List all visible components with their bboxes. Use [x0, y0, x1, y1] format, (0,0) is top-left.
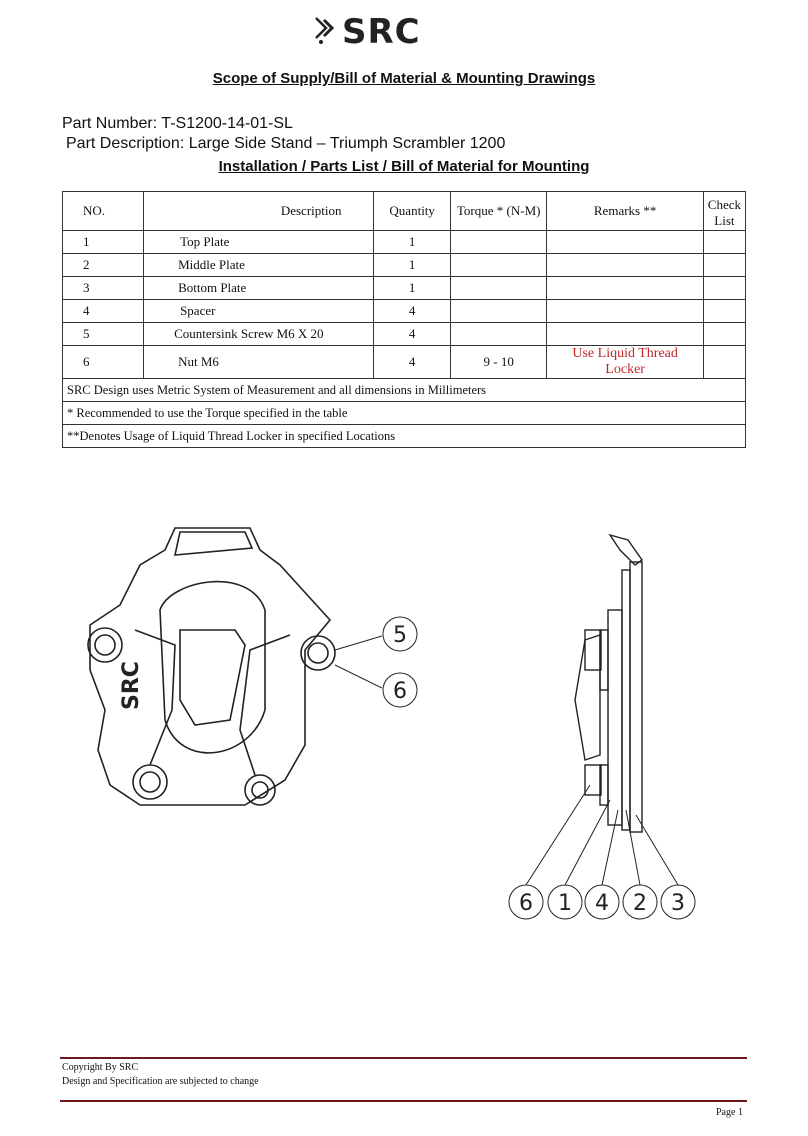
row-description: Bottom Plate	[144, 277, 374, 300]
page-number: Page 1	[716, 1107, 743, 1118]
bom-table	[62, 191, 746, 448]
row-remarks	[547, 300, 703, 323]
logo-dot	[319, 40, 323, 44]
plate-logo-text: SRC	[119, 661, 144, 710]
table-row	[63, 300, 746, 323]
side-top-plate	[608, 610, 622, 825]
row-torque	[450, 254, 547, 277]
row-no: 3	[63, 277, 144, 300]
row-remarks	[547, 231, 703, 254]
row-checklist[interactable]	[703, 277, 745, 300]
leader-side-2	[626, 810, 640, 885]
nut-bottom-left	[133, 765, 167, 799]
row-no: 5	[63, 323, 144, 346]
row-torque	[450, 231, 547, 254]
col-header-checklist: Check List	[703, 192, 745, 231]
side-bottom-plate	[630, 562, 642, 832]
brand-logo-graphic	[312, 10, 482, 50]
callout-side-label-1: 1	[558, 891, 572, 916]
callout-side-label-2: 2	[633, 891, 647, 916]
drawings-svg	[80, 510, 740, 930]
side-middle-plate	[622, 570, 630, 830]
part-number: Part Number: T-S1200-14-01-SL	[62, 115, 293, 132]
plate-window	[180, 630, 245, 725]
nut-top-right	[301, 636, 335, 670]
brand-logo	[312, 10, 482, 50]
note-torque: * Recommended to use the Torque specified in the table	[63, 402, 746, 425]
row-torque	[450, 323, 547, 346]
row-description: Middle Plate	[144, 254, 374, 277]
install-title: Installation / Parts List / Bill of Material for Mounting	[218, 158, 590, 175]
row-description: Top Plate	[144, 231, 374, 254]
side-view	[575, 535, 642, 832]
row-quantity: 4	[374, 300, 450, 323]
footer-copyright: Copyright By SRC	[62, 1062, 139, 1073]
table-row	[63, 254, 746, 277]
nut-bottom-left-hole	[140, 772, 160, 792]
row-quantity: 4	[374, 346, 450, 379]
row-checklist[interactable]	[703, 346, 745, 379]
side-tab	[610, 535, 642, 565]
leader-side-3	[636, 815, 678, 885]
row-remarks: Use Liquid Thread Locker	[547, 346, 703, 379]
col-header-torque: Torque * (N-M)	[450, 192, 547, 231]
footer-disclaimer: Design and Specification are subjected to change	[62, 1076, 259, 1087]
callout-side-label-4: 4	[595, 891, 609, 916]
note-thread-locker: **Denotes Usage of Liquid Thread Locker in specified Locations	[63, 425, 746, 448]
row-remarks	[547, 277, 703, 300]
leader-6	[335, 665, 382, 688]
front-callouts	[335, 617, 417, 707]
leader-side-4	[602, 810, 618, 885]
row-description: Spacer	[144, 300, 374, 323]
row-torque	[450, 300, 547, 323]
row-no: 1	[63, 231, 144, 254]
row-torque: 9 - 10	[450, 346, 547, 379]
note-metric: SRC Design uses Metric System of Measurement and all dimensions in Millimeters	[63, 379, 746, 402]
table-note	[63, 425, 746, 448]
table-row	[63, 231, 746, 254]
front-view	[88, 528, 335, 805]
leader-5	[335, 636, 382, 650]
col-header-description: Description	[144, 192, 374, 231]
plate-center-cutout	[160, 582, 265, 753]
leader-side-6	[526, 785, 590, 885]
callout-side-label-6: 6	[519, 891, 533, 916]
row-no: 4	[63, 300, 144, 323]
footer-divider-top	[60, 1057, 747, 1059]
row-checklist[interactable]	[703, 323, 745, 346]
row-description: Countersink Screw M6 X 20	[144, 323, 374, 346]
table-row	[63, 277, 746, 300]
nut-top-right-hole	[308, 643, 328, 663]
row-quantity: 1	[374, 254, 450, 277]
part-description: Part Description: Large Side Stand – Triumph Scrambler 1200	[66, 135, 506, 152]
col-header-remarks: Remarks **	[547, 192, 703, 231]
table-header-row	[63, 192, 746, 231]
row-quantity: 1	[374, 231, 450, 254]
row-no: 6	[63, 346, 144, 379]
col-header-quantity: Quantity	[374, 192, 450, 231]
mounting-drawings	[80, 510, 740, 930]
row-remarks	[547, 254, 703, 277]
logo-text: SRC	[342, 12, 421, 50]
callout-side-label-3: 3	[671, 891, 685, 916]
nut-top-left	[88, 628, 122, 662]
nut-top-left-hole	[95, 635, 115, 655]
row-no: 2	[63, 254, 144, 277]
table-note	[63, 379, 746, 402]
side-nut-lower	[585, 765, 601, 795]
row-checklist[interactable]	[703, 300, 745, 323]
row-checklist[interactable]	[703, 231, 745, 254]
table-row	[63, 346, 746, 379]
col-header-no: NO.	[63, 192, 144, 231]
row-torque	[450, 277, 547, 300]
row-description: Nut M6	[144, 346, 374, 379]
callout-label-5: 5	[393, 623, 407, 648]
callout-label-6: 6	[393, 679, 407, 704]
row-checklist[interactable]	[703, 254, 745, 277]
table-note	[63, 402, 746, 425]
row-quantity: 1	[374, 277, 450, 300]
footer-divider-bottom	[60, 1100, 747, 1102]
row-quantity: 4	[374, 323, 450, 346]
scope-title: Scope of Supply/Bill of Material & Mounting Drawings	[212, 70, 596, 87]
row-remarks	[547, 323, 703, 346]
side-bracket	[575, 635, 600, 760]
table-row	[63, 323, 746, 346]
plate-top-tab	[175, 532, 252, 555]
